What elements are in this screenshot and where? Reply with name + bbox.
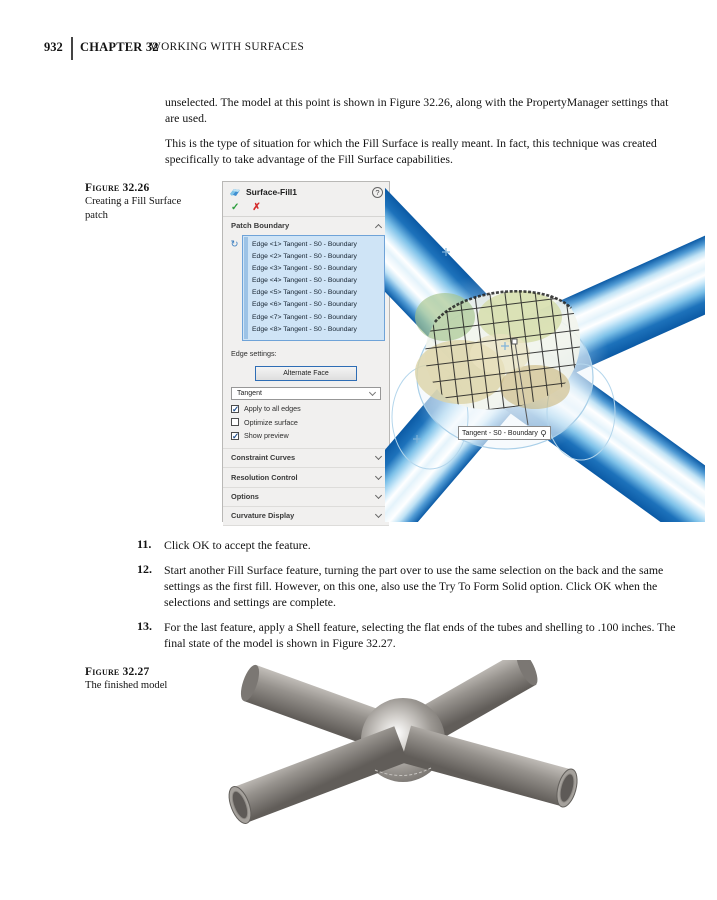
figure-27-label: Figure 32.27	[85, 666, 150, 678]
figure-26-label: Figure 32.26	[85, 182, 150, 194]
tube-front-left	[240, 744, 401, 805]
figure-27-caption	[85, 666, 197, 693]
chevron-down-icon	[375, 473, 382, 480]
apply-to-all-edges-label: Apply to all edges	[244, 404, 301, 414]
edge-list-item[interactable]: Edge <4> Tangent - S0 - Boundary	[252, 277, 357, 285]
edge-list-item[interactable]: Edge <2> Tangent - S0 - Boundary	[252, 253, 357, 261]
patch-boundary-label: Patch Boundary	[231, 221, 290, 230]
edge-list-item[interactable]: Edge <3> Tangent - S0 - Boundary	[252, 265, 357, 273]
property-manager-titlebar	[223, 182, 389, 202]
callout-pin-icon	[540, 430, 547, 437]
chevron-down-icon	[375, 453, 382, 460]
ok-cancel-row	[223, 202, 389, 217]
step-12-text: Start another Fill Surface feature, turning the part over to use the same selection on the back and the same settings as the first fill. However, on this one, also use the Try To Form Solid option. Click OK when the selections and settings are complete.	[164, 563, 664, 609]
show-preview-label: Show preview	[244, 431, 289, 441]
constraint-curves-section[interactable]	[223, 448, 389, 468]
optimize-surface-label: Optimize surface	[244, 417, 298, 427]
surface-fill-icon	[229, 187, 241, 198]
chevron-down-icon	[375, 492, 382, 499]
step-list	[137, 537, 685, 660]
ok-button[interactable]: ✓	[231, 202, 240, 213]
alternate-face-button[interactable]: Alternate Face	[255, 366, 357, 381]
edge-condition-value: Tangent	[237, 390, 262, 397]
show-preview-row[interactable]	[223, 429, 389, 443]
step-11-text: Click OK to accept the feature.	[164, 538, 311, 552]
patch-boundary-selection-row	[223, 234, 389, 344]
edge-list-item[interactable]: Edge <7> Tangent - S0 - Boundary	[252, 313, 357, 321]
help-icon[interactable]: ?	[372, 187, 383, 198]
edge-settings-label: Edge settings:	[231, 349, 277, 358]
edge-list-item[interactable]: Edge <5> Tangent - S0 - Boundary	[252, 289, 357, 297]
tube-front-right	[406, 744, 567, 788]
chevron-down-icon	[375, 511, 382, 518]
show-preview-checkbox[interactable]: ✓	[232, 430, 240, 441]
options-section[interactable]	[223, 487, 389, 507]
edge-selection-icon: ↻	[230, 239, 239, 250]
figure-26-caption	[85, 182, 197, 222]
viewport-3d-graphic	[385, 182, 705, 522]
options-label: Options	[231, 492, 259, 502]
optimize-surface-row[interactable]	[223, 416, 389, 430]
page-number: 932	[44, 40, 63, 54]
edge-list-item[interactable]: Edge <1> Tangent - S0 - Boundary	[252, 241, 357, 248]
step-12-number: 12.	[137, 562, 152, 576]
body-paragraph-1: unselected. The model at this point is shown in Figure 32.26, along with the PropertyManager settings that are used.	[165, 95, 669, 125]
figure-27-caption-text: The finished model	[85, 680, 168, 691]
header-divider	[71, 37, 73, 60]
resolution-control-section[interactable]	[223, 467, 389, 487]
figure-26-caption-text: Creating a Fill Surface patch	[85, 196, 182, 221]
chapter-label: CHAPTER 32	[80, 40, 159, 54]
edge-callout[interactable]	[458, 426, 551, 440]
apply-to-all-edges-row[interactable]	[223, 402, 389, 416]
resolution-control-label: Resolution Control	[231, 472, 298, 482]
curvature-display-section[interactable]	[223, 506, 389, 526]
optimize-surface-checkbox[interactable]	[231, 418, 239, 426]
body-paragraph-2: This is the type of situation for which the Fill Surface is really meant. In fact, this technique was created specifically to take advantage of the Fill Surface capabilities.	[165, 136, 657, 166]
step-13-text: For the last feature, apply a Shell feature, selecting the flat ends of the tubes and shelling to .100 inches. The final state of the model is shown in Figure 32.27.	[164, 620, 676, 650]
edge-list-item[interactable]: Edge <6> Tangent - S0 - Boundary	[252, 301, 357, 309]
finished-model-graphic	[225, 660, 625, 872]
step-11-number: 11.	[137, 537, 152, 551]
cancel-button[interactable]: ✗	[252, 202, 261, 213]
edge-list-item[interactable]: Edge <8> Tangent - S0 - Boundary	[252, 325, 357, 333]
step-12	[137, 562, 685, 610]
chevron-up-icon	[375, 223, 382, 230]
callout-anchor	[512, 339, 517, 344]
step-13	[137, 619, 685, 651]
edge-callout-label: Tangent - S0 - Boundary	[462, 429, 538, 437]
step-13-number: 13.	[137, 619, 152, 633]
apply-to-all-edges-checkbox[interactable]: ✓	[232, 403, 240, 414]
chapter-title: WORKING WITH SURFACES	[150, 41, 305, 53]
edge-condition-dropdown[interactable]	[231, 387, 381, 400]
property-manager-title: Surface-Fill1	[246, 187, 298, 197]
step-11	[137, 537, 685, 553]
curvature-display-label: Curvature Display	[231, 511, 295, 521]
edge-selection-listbox[interactable]	[242, 235, 385, 341]
patch-boundary-section-header[interactable]	[223, 217, 389, 234]
fill-surface-patch[interactable]	[415, 291, 580, 409]
chevron-down-icon	[369, 389, 376, 396]
property-manager-panel	[222, 181, 390, 522]
constraint-curves-label: Constraint Curves	[231, 453, 296, 463]
